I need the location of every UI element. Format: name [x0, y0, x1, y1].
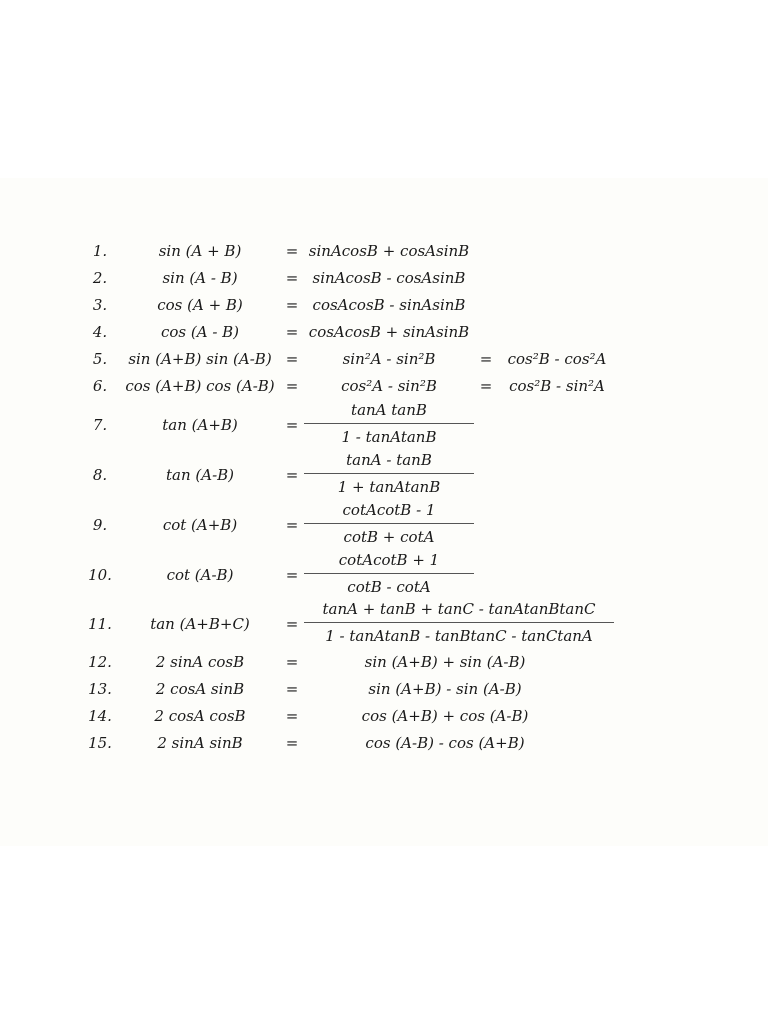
- formula-number: 12.: [88, 653, 112, 671]
- fraction-bar: [304, 573, 474, 574]
- formula-number: 8.: [92, 466, 108, 484]
- formula-rhs: sinAcosB - cosAsinB: [312, 269, 466, 287]
- fraction-bar: [304, 473, 474, 474]
- formula-rhs: cos (A-B) - cos (A+B): [365, 734, 525, 752]
- numerator: tanA + tanB + tanC - tanAtanBtanC: [322, 600, 596, 618]
- formula-lhs: cos (A+B) cos (A-B): [125, 377, 275, 395]
- numerator: tanA tanB: [351, 401, 427, 419]
- formula-number: 1.: [92, 242, 108, 260]
- formula-row: [0, 500, 768, 550]
- formula-number: 11.: [88, 615, 112, 633]
- formula-number: 2.: [92, 269, 108, 287]
- formula-lhs: cos (A + B): [157, 296, 243, 314]
- equals-sign: =: [285, 566, 299, 584]
- equals-sign: =: [285, 615, 299, 633]
- numerator: cotAcotB + 1: [338, 551, 440, 569]
- equals-sign: =: [285, 466, 299, 484]
- formula-number: 9.: [92, 516, 108, 534]
- denominator: cotB - cotA: [347, 578, 431, 596]
- formula-rhs: cosAcosB - sinAsinB: [312, 296, 466, 314]
- formula-number: 4.: [92, 323, 108, 341]
- denominator: 1 - tanAtanB: [341, 428, 437, 446]
- denominator: 1 - tanAtanB - tanBtanC - tanCtanA: [325, 627, 593, 645]
- formula-number: 13.: [88, 680, 112, 698]
- equals-sign: =: [285, 680, 299, 698]
- formula-lhs: tan (A-B): [165, 466, 235, 484]
- formula-row: [0, 450, 768, 500]
- equals-sign: =: [479, 350, 493, 368]
- formula-rhs: cos²A - sin²B: [341, 377, 437, 395]
- formula-rhs: cos (A+B) + cos (A-B): [361, 707, 529, 725]
- denominator: cotB + cotA: [343, 528, 435, 546]
- formula-number: 14.: [88, 707, 112, 725]
- formula-rhs: sin (A+B) + sin (A-B): [364, 653, 526, 671]
- equals-sign: =: [285, 516, 299, 534]
- formula-lhs: sin (A + B): [158, 242, 242, 260]
- formula-lhs: 2 cosA cosB: [154, 707, 246, 725]
- formula-rhs-alt: cos²B - cos²A: [507, 350, 607, 368]
- formula-row: [0, 550, 768, 600]
- equals-sign: =: [285, 707, 299, 725]
- fraction: [304, 599, 614, 649]
- fraction: [304, 550, 474, 600]
- formula-rhs: sin (A+B) - sin (A-B): [368, 680, 522, 698]
- equals-sign: =: [285, 323, 299, 341]
- equals-sign: =: [285, 242, 299, 260]
- formula-sheet: [0, 178, 768, 846]
- equals-sign: =: [285, 734, 299, 752]
- fraction-bar: [304, 423, 474, 424]
- equals-sign: =: [285, 269, 299, 287]
- formula-number: 7.: [92, 416, 108, 434]
- formula-lhs: 2 sinA sinB: [157, 734, 243, 752]
- formula-lhs: cos (A - B): [160, 323, 240, 341]
- equals-sign: =: [285, 416, 299, 434]
- formula-lhs: 2 cosA sinB: [155, 680, 245, 698]
- formula-row: [0, 599, 768, 649]
- formula-number: 6.: [92, 377, 108, 395]
- formula-number: 5.: [92, 350, 108, 368]
- formula-lhs: sin (A+B) sin (A-B): [128, 350, 272, 368]
- formula-lhs: cot (A-B): [166, 566, 234, 584]
- formula-rhs-alt: cos²B - sin²A: [509, 377, 605, 395]
- formula-number: 15.: [88, 734, 112, 752]
- numerator: cotAcotB - 1: [342, 501, 436, 519]
- numerator: tanA - tanB: [346, 451, 432, 469]
- formula-lhs: 2 sinA cosB: [155, 653, 245, 671]
- formula-rhs: cosAcosB + sinAsinB: [308, 323, 470, 341]
- equals-sign: =: [285, 296, 299, 314]
- equals-sign: =: [285, 350, 299, 368]
- formula-number: 3.: [92, 296, 108, 314]
- formula-rhs: sin²A - sin²B: [342, 350, 436, 368]
- equals-sign: =: [285, 377, 299, 395]
- formula-row: [0, 400, 768, 450]
- formula-lhs: cot (A+B): [162, 516, 238, 534]
- equals-sign: =: [285, 653, 299, 671]
- formula-rhs: sinAcosB + cosAsinB: [308, 242, 470, 260]
- fraction: [304, 500, 474, 550]
- formula-number: 10.: [88, 566, 112, 584]
- formula-lhs: sin (A - B): [162, 269, 238, 287]
- formula-lhs: tan (A+B+C): [150, 615, 250, 633]
- denominator: 1 + tanAtanB: [337, 478, 441, 496]
- fraction: [304, 400, 474, 450]
- fraction-bar: [304, 622, 614, 623]
- equals-sign: =: [479, 377, 493, 395]
- fraction: [304, 450, 474, 500]
- formula-lhs: tan (A+B): [162, 416, 238, 434]
- fraction-bar: [304, 523, 474, 524]
